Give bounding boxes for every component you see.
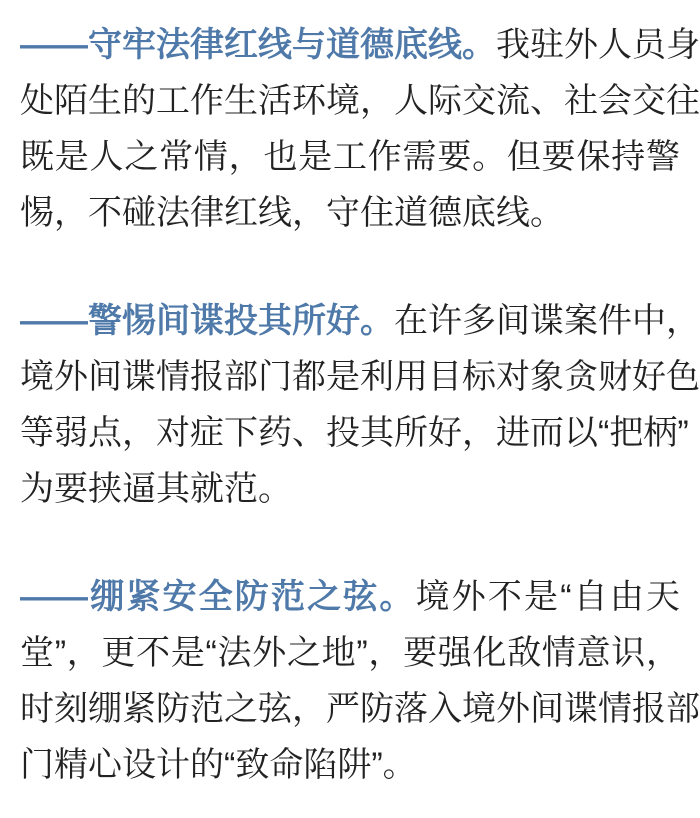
paragraph-spy-temptation	[20, 293, 700, 517]
paragraph-text: 我驻外人员身	[496, 26, 700, 64]
paragraph-line: 既是人之常情，也是工作需要。但要保持警	[20, 138, 680, 176]
paragraph-text: 境外不是“自由天	[415, 578, 681, 616]
paragraph-line	[20, 569, 680, 625]
paragraph-line: 门精心设计的“致命陷阱”。	[20, 746, 417, 784]
paragraph-text: 在许多间谍案件中，	[394, 302, 700, 340]
paragraph-security-vigilance	[20, 569, 700, 793]
paragraph-legal-moral-line	[20, 17, 700, 241]
paragraph-line	[20, 293, 700, 349]
paragraph-heading: ——绷紧安全防范之弦。	[20, 578, 416, 616]
paragraph-line: 处陌生的工作生活环境，人际交流、社会交往	[20, 82, 700, 120]
paragraph-line: 时刻绷紧防范之弦，严防落入境外间谍情报部	[20, 690, 700, 728]
paragraph-heading: ——警惕间谍投其所好。	[20, 302, 394, 340]
paragraph-line: 等弱点，对症下药、投其所好，进而以“把柄”	[20, 414, 689, 452]
paragraph-line: 堂”，更不是“法外之地”，要强化敌情意识，	[20, 634, 680, 672]
paragraph-line	[20, 17, 700, 73]
paragraph-line: 境外间谍情报部门都是利用目标对象贪财好色	[20, 358, 700, 396]
paragraph-heading: ——守牢法律红线与道德底线。	[20, 26, 496, 64]
paragraph-line: 惕，不碰法律红线，守住道德底线。	[20, 194, 564, 232]
paragraph-line: 为要挟逼其就范。	[20, 470, 292, 508]
